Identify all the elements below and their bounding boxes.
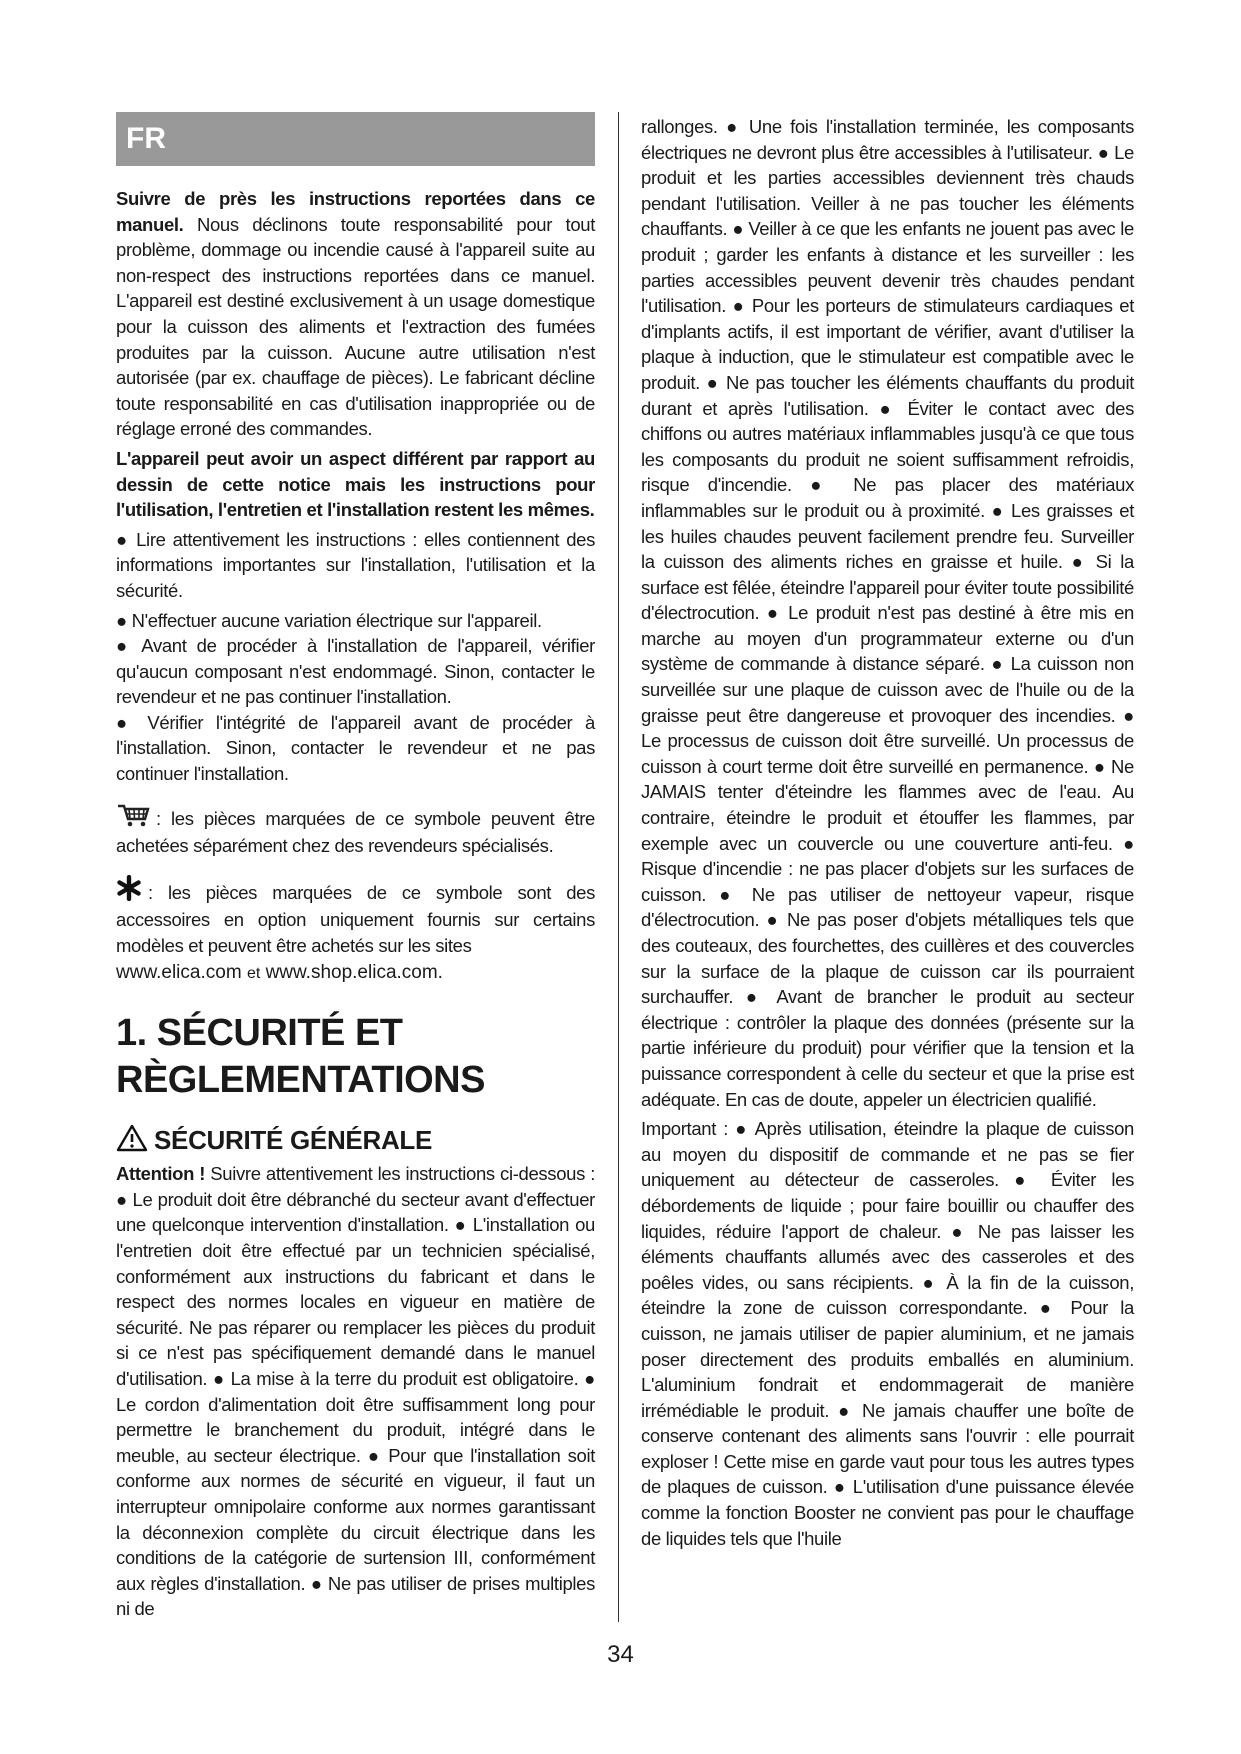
- warning-triangle-icon: [116, 1124, 148, 1152]
- star-symbol-note: [116, 875, 595, 986]
- url-joiner: et: [246, 964, 261, 982]
- right-column: [641, 114, 1134, 1551]
- section-title: [116, 1010, 595, 1104]
- attention-label: Attention !: [116, 1163, 206, 1185]
- language-badge: FR: [116, 112, 595, 166]
- safety-continuation-paragraph: rallonges. ● Une fois l'installation terminée, les composants électriques ne devront plus être accessibles à l'utilisateur. ● Le produit et les parties accessibles deviennent très chauds pendant l'utilisation. Veiller à ne pas toucher les éléments chauffants. ● Veiller à ce que les enfants ne jouent pas avec le produit ; garder les enfants à distance et les surveiller : les parties accessibles peuvent devenir très chaudes pendant l'utilisation. ● Pour les porteurs de stimulateurs cardiaques et d'implants actifs, il est important de vérifier, avant d'utiliser la plaque à induction, que le stimulateur est compatible avec le produit. ● Ne pas toucher les éléments chauffants du produit durant et après l'utilisation. ● Éviter le contact avec des chiffons ou autres matériaux inflammables jusqu'à ce que tous les composants du produit ne soient suffisamment refroidis, risque d'incendie. ● Ne pas placer des matériaux inflammables sur le produit ou à proximité. ● Les graisses et les huiles chaudes peuvent facilement prendre feu. Surveiller la cuisson des aliments riches en graisse et huile. ● Si la surface est fêlée, éteindre l'appareil pour éviter toute possibilité d'électrocution. ● Le produit n'est pas destiné à être mis en marche au moyen d'un programmateur externe ou d'un système de commande à distance séparé. ● La cuisson non surveillée sur une plaque de cuisson avec de l'huile ou de la graisse peut être dangereuse et provoquer des incendies. ● Le processus de cuisson doit être surveillé. Un processus de cuisson à court terme doit être surveillé en permanence. ● Ne JAMAIS tenter d'éteindre les flammes avec de l'eau. Au contraire, éteindre le produit et étouffer les flammes, par exemple avec un couvercle ou une couverture anti-feu. ● Risque d'incendie : ne pas placer d'objets sur les surfaces de cuisson. ● Ne pas utiliser de nettoyeur vapeur, risque d'électrocution. ● Ne pas poser d'objets métalliques tels que des couteaux, des fourchettes, des cuillères et des couvercles sur la surface de la plaque de cuisson car ils pourraient surchauffer. ● Avant de brancher le produit au secteur électrique : contrôler la plaque des données (présente sur la partie inférieure du produit) pour vérifier que la tension et la puissance correspondent à celle du secteur et que la prise est adéquate. En cas de doute, appeler un électricien qualifié.: [641, 116, 1134, 1110]
- intro-text: Nous déclinons toute responsabilité pour tout problème, dommage ou incendie causé à l'appareil suite au non-respect des instructions reportées dans ce manuel. L'appareil est destiné exclusivement à un usage domestique pour la cuisson des aliments et l'extraction des fumées produites par la cuisson. Aucune autre utilisation n'est autorisée (par ex. chauffage de pièces). Le fabricant décline toute responsabilité en cas d'utilisation inappropriée ou de réglage erroné des commandes.: [116, 213, 595, 440]
- intro-paragraph: [116, 186, 595, 442]
- general-safety-paragraph: [116, 1161, 595, 1622]
- page-number: 34: [607, 1641, 634, 1668]
- intro-bold-text: Suivre de près les instructions reportées dans ce manuel.: [116, 188, 595, 235]
- asterisk-icon: [116, 875, 142, 908]
- star-symbol-text: : les pièces marquées de ce symbole sont des accessoires en option uniquement fournis sur certains modèles et peuvent être achetés sur les sites: [116, 881, 595, 957]
- subsection-title-text: SÉCURITÉ GÉNÉRALE: [154, 1125, 433, 1156]
- section-title-line-1: 1. SÉCURITÉ ET: [116, 1012, 403, 1055]
- cart-symbol-note: [116, 803, 595, 859]
- bullet-item: ● Vérifier l'intégrité de l'appareil avant de procéder à l'installation. Sinon, contacter le revendeur et ne pas continuer l'installation.: [116, 711, 595, 785]
- bullet-item: ● Avant de procéder à l'installation de l'appareil, vérifier qu'aucun composant n'est endommagé. Sinon, contacter le revendeur et ne pas continuer l'installation.: [116, 635, 595, 708]
- elica-url: www.elica.com: [116, 961, 242, 983]
- cart-symbol-text: : les pièces marquées de ce symbole peuvent être achetées séparément chez des revendeurs spécialisés.: [116, 807, 595, 857]
- subsection-title: [116, 1124, 595, 1155]
- general-safety-text: Suivre attentivement les instructions ci-dessous : ● Le produit doit être débranché du secteur avant d'effectuer une quelconque intervention d'installation. ● L'installation ou l'entretien doit être effectué par un technicien spécialisé, conformément aux instructions du fabricant et dans le respect des normes locales en vigueur en matière de sécurité. Ne pas réparer ou remplacer les pièces du produit si ce n'est pas spécifiquement demandé dans le manuel d'utilisation. ● La mise à la terre du produit est obligatoire. ● Le cordon d'alimentation doit être suffisamment long pour permettre le branchement du produit, intégré dans le meuble, au secteur électrique. ● Pour que l'installation soit conforme aux normes de sécurité en vigueur, il faut un interrupteur omnipolaire conforme aux normes garantissant la déconnexion complète du circuit électrique dans les conditions de la catégorie de surtension III, conformément aux règles d'installation. ● Ne pas utiliser de prises multiples ni de: [116, 1163, 596, 1620]
- important-paragraph: Important : ● Après utilisation, éteindre la plaque de cuisson au moyen du dispositif de commande et ne pas se fier uniquement au détecteur de casseroles. ● Éviter les débordements de liquide ; pour faire bouillir ou chauffer des liquides, réduire l'apport de chaleur. ● Ne pas laisser les éléments chauffants allumés avec des casseroles et des poêles vides, ou sans récipients. ● À la fin de la cuisson, éteindre la zone de cuisson correspondante. ● Pour la cuisson, ne jamais utiliser de papier aluminium, et ne jamais poser directement des produits emballés en aluminium. L'aluminium fondrait et endommagerait de manière irrémédiable le produit. ● Ne jamais chauffer une boîte de conserve contenant des aliments sans l'ouvrir : elle pourrait exploser ! Cette mise en garde vaut pour tous les autres types de plaques de cuisson. ● L'utilisation d'une puissance élevée comme la fonction Booster ne convient pas pour le chauffage de liquides tels que l'huile: [641, 1118, 1134, 1549]
- shop-elica-url: www.shop.elica.com.: [265, 961, 443, 983]
- bullet-item: ● Lire attentivement les instructions : elles contiennent des informations importantes sur l'installation, l'utilisation et la sécurité.: [116, 528, 595, 601]
- website-links: [116, 962, 443, 983]
- bullet-item: ● N'effectuer aucune variation électrique sur l'appareil.: [116, 609, 542, 631]
- section-title-line-2: RÈGLEMENTATIONS: [116, 1059, 485, 1102]
- shopping-cart-icon: [116, 803, 150, 834]
- appearance-notice: L'appareil peut avoir un aspect différent par rapport au dessin de cette notice mais les instructions pour l'utilisation, l'entretien et l'installation restent les mêmes.: [116, 447, 595, 521]
- left-column: [116, 112, 595, 1622]
- column-divider: [618, 112, 619, 1622]
